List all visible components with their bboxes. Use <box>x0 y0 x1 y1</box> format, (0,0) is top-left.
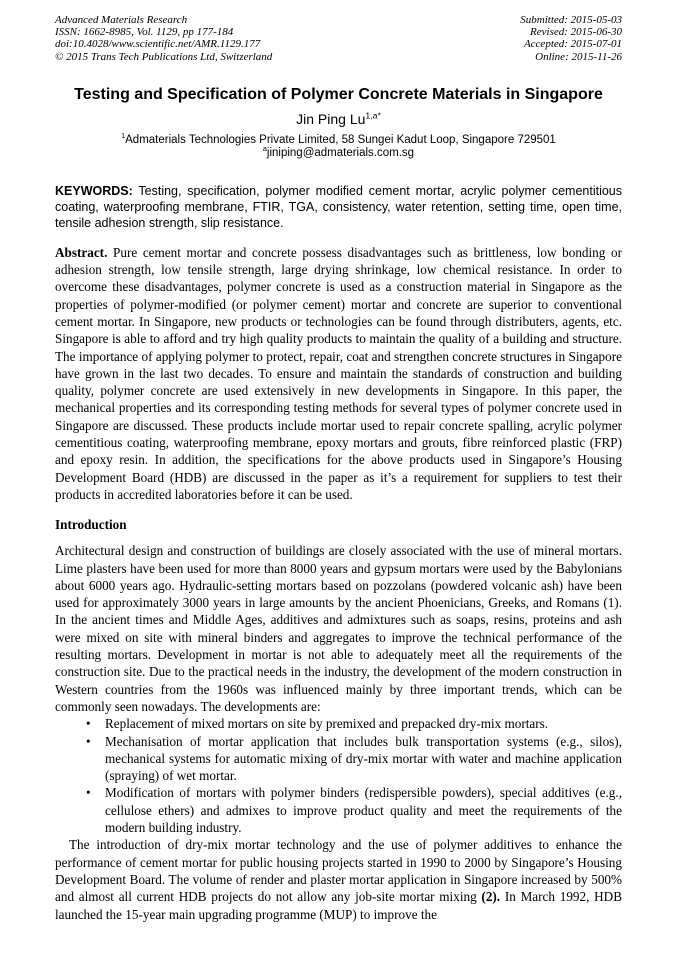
introduction-paragraph-1: Architectural design and construction of buildings are closely associated with the use of mineral mortars. Lime plasters have been used for more than 8000 years and gypsum mortars were used by the Babylonians about 6000 years ago. Hydraulic-setting mortars based on pozzolans (powdered volcanic ash) have been used for approximately 3000 years in large amounts by the ancient Phoenicians, Greeks, and Romans (1). In the ancient times and Middle Ages, additives and admixtures such as soaps, resins, proteins and ash were mixed on site with mineral binders and aggregates to improve the technical performance of the resulting mortars. Development in mortar is not able to adequately meet all the requirements of the construction site. Due to the practical needs in the industry, the development of the modern construction in Western countries from the 1960s was influenced mainly by three important trends, which can be commonly seen nowadays. The developments are: <box>55 543 622 714</box>
date-submitted: Submitted: 2015-05-03 <box>520 14 622 26</box>
paper-title: Testing and Specification of Polymer Concrete Materials in Singapore <box>74 85 603 103</box>
introduction-paragraph-2 <box>55 836 622 922</box>
email-address: jiniping@admaterials.com.sg <box>266 147 415 160</box>
journal-info <box>55 14 272 63</box>
section-heading-introduction: Introduction <box>55 517 127 533</box>
author-name: Jin Ping Lu <box>296 110 366 127</box>
affiliation-superscript: 1 <box>121 131 126 140</box>
journal-name: Advanced Materials Research <box>55 14 188 26</box>
bullet-item-replacement: • Replacement of mixed mortars on site by premixed and prepacked dry-mix mortars. <box>84 715 622 732</box>
email-superscript: a <box>262 145 267 154</box>
email-line <box>55 147 622 161</box>
date-online: Online: 2015-11-26 <box>535 50 622 63</box>
date-revised: Revised: 2015-06-30 <box>530 26 622 39</box>
submission-dates <box>520 14 622 63</box>
affiliation-text: Admaterials Technologies Private Limited, 58 Sungei Kadut Loop, Singapore 729501 <box>125 133 556 146</box>
journal-issn-volume: ISSN: 1662-8985, Vol. 1129, pp 177-184 <box>55 26 234 39</box>
affiliation-line <box>55 131 622 148</box>
bullet-item-modification: • Modification of mortars with polymer binders (redispersible powders), special additives (e.g., cellulose ethers) and admixes to improve product quality and meet the requirements of the modern building industry. <box>84 784 622 836</box>
keywords-label: KEYWORDS: <box>55 183 133 198</box>
bullet-item-mechanisation: • Mechanisation of mortar application that includes bulk transportation systems (e.g., silos), mechanical systems for automatic mixing of dry-mix mortar with water and machine application (spraying) of wet mortar. <box>84 733 622 785</box>
paragraph-2-text: The introduction of dry-mix mortar technology and the use of polymer additives to enhance the performance of cement mortar for public housing projects started in 1990 to 2000 by Singapore’s Housing Development Board. The volume of render and plaster mortar application in Singapore increased by 500% and almost all current HDB projects do not allow any job-site mortar mixing <box>55 837 622 905</box>
abstract-text: Pure cement mortar and concrete possess disadvantages such as brittleness, low bonding or adhesion strength, low tensile strength, large drying shrinkage, low chemical resistance. In order to overcome these disadvantages, polymer concrete is used as a construction material in Singapore as the properties of polymer-modified (or polymer cement) mortar and concrete are superior to conventional cement mortar. In Singapore, new products or technologies can be found through distributers, agents, etc. Singapore is able to afford and try high quality products to maintain the quality of a building and structure. The importance of applying polymer to protect, repair, coat and strengthen concrete structures in Singapore have grown in the last two decades. To ensure and maintain the standards of construction and building quality, polymer concrete are used extensively in new developments in Singapore. In this paper, the mechanical properties and its corresponding testing methods for several types of polymer concrete used in Singapore are discussed. These products include mortar used to repair concrete spalling, acrylic polymer cementitious coating, waterproofing membrane, epoxy mortars and grouts, fibre reinforced plastic (FRP) and epoxy resin. In addition, the specifications for the above products used in Singapore’s Housing Development Board (HDB) are discussed in the paper as it’s a requirement for suppliers to test their products in accredited laboratories before it can be used. <box>55 244 622 502</box>
author-line <box>55 111 622 128</box>
abstract-paragraph <box>55 244 622 503</box>
date-accepted: Accepted: 2015-07-01 <box>523 38 622 51</box>
author-superscript: 1,a* <box>365 110 381 121</box>
abstract-label: Abstract. <box>55 244 108 260</box>
developments-bullet-list <box>84 715 622 836</box>
citation-2-bold: (2). <box>481 889 501 905</box>
journal-header <box>55 14 622 63</box>
paragraph-2-continuation: In March 1992, HDB launched the 15-year main upgrading programme (MUP) to improve the <box>55 889 622 922</box>
journal-doi: doi:10.4028/www.scientific.net/AMR.1129.177 <box>55 38 261 51</box>
journal-copyright: © 2015 Trans Tech Publications Ltd, Switzerland <box>55 50 273 63</box>
keywords-text: Testing, specification, polymer modified cement mortar, acrylic polymer cementitious coating, waterproofing membrane, FTIR, TGA, consistency, water retention, setting time, open time, tensile adhesion strength, slip resistance. <box>55 183 623 230</box>
keywords-paragraph <box>55 183 622 231</box>
